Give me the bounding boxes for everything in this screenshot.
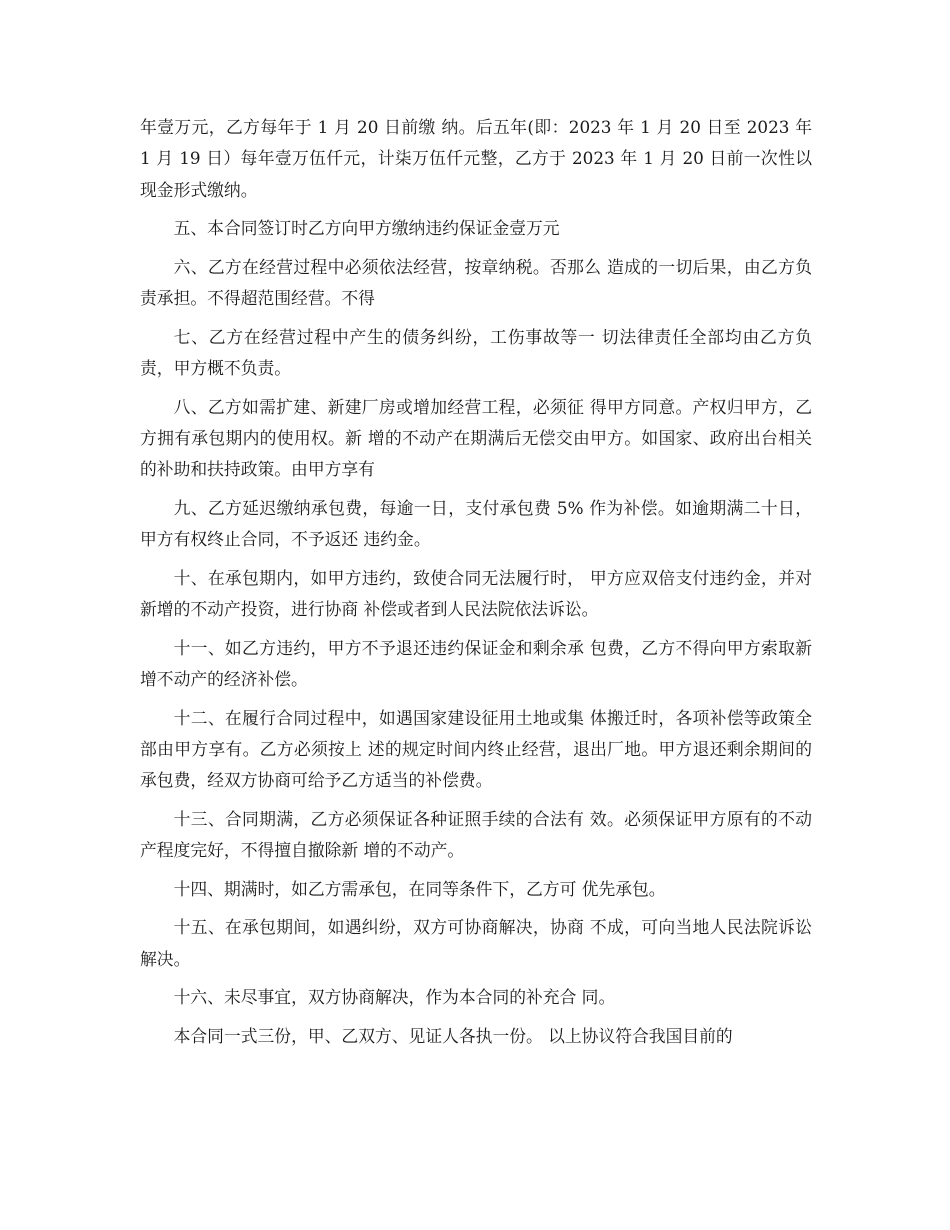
paragraph-clause-12: 十二、在履行合同过程中，如遇国家建设征用土地或集 体搬迁时，各项补偿等政策全部由甲方享有。乙方必须按上 述的规定时间内终止经营，退出厂地。甲方退还剩余期间的 承包费，经双方协商可给予乙方适当的补偿费。 bbox=[140, 707, 812, 791]
paragraph-clause-13: 十三、合同期满，乙方必须保证各种证照手续的合法有 效。必须保证甲方原有的不动产程度完好，不得擅自撤除新 增的不动产。 bbox=[140, 808, 812, 861]
document-body bbox=[140, 112, 812, 1059]
paragraph-clause-16: 十六、未尽事宜，双方协商解决，作为本合同的补充合 同。 bbox=[173, 987, 616, 1008]
paragraph-clause-5: 五、本合同签订时乙方向甲方缴纳违约保证金壹万元 bbox=[173, 218, 560, 239]
paragraph-clause-6: 六、乙方在经营过程中必须依法经营，按章纳税。否那么 造成的一切后果，由乙方负责承担。不得超范围经营。不得 bbox=[140, 256, 812, 309]
paragraph-copies: 本合同一式三份，甲、乙双方、见证人各执一份。 以上协议符合我国目前的 bbox=[173, 1025, 733, 1046]
paragraph-clause-14: 十四、期满时，如乙方需承包，在同等条件下，乙方可 优先承包。 bbox=[173, 878, 666, 899]
paragraph-clause-7: 七、乙方在经营过程中产生的债务纠纷，工伤事故等一 切法律责任全部均由乙方负责，甲方概不负责。 bbox=[140, 326, 812, 379]
paragraph-clause-11: 十一、如乙方违约，甲方不予退还违约保证金和剩余承 包费，乙方不得向甲方索取新增不动产的经济补偿。 bbox=[140, 637, 812, 690]
paragraph-clause-9: 九、乙方延迟缴纳承包费，每逾一日，支付承包费 5% 作为补偿。如逾期满二十日，甲方有权终止合同，不予返还 违约金。 bbox=[140, 497, 812, 550]
paragraph-payment-terms: 年壹万元，乙方每年于 1 月 20 日前缴 纳。后五年(即：2023 年 1 月 20 日至 2023 年 1 月 19 日）每年壹万伍仟元，计柒万伍仟元整，乙方于 2023 年 1 月 20 日前一次性以现金形式缴纳。 bbox=[140, 117, 812, 200]
paragraph-clause-8: 八、乙方如需扩建、新建厂房或增加经营工程，必须征 得甲方同意。产权归甲方，乙方拥有承包期内的使用权。新 增的不动产在期满后无偿交由甲方。如国家、政府出台相关 的补助和扶持政策。由甲方享有 bbox=[140, 396, 812, 480]
paragraph-clause-15: 十五、在承包期间，如遇纠纷，双方可协商解决，协商 不成，可向当地人民法院诉讼解决。 bbox=[140, 917, 812, 969]
paragraph-clause-10: 十、在承包期内，如甲方违约，致使合同无法履行时， 甲方应双倍支付违约金，并对新增的不动产投资，进行协商 补偿或者到人民法院依法诉讼。 bbox=[140, 567, 812, 620]
